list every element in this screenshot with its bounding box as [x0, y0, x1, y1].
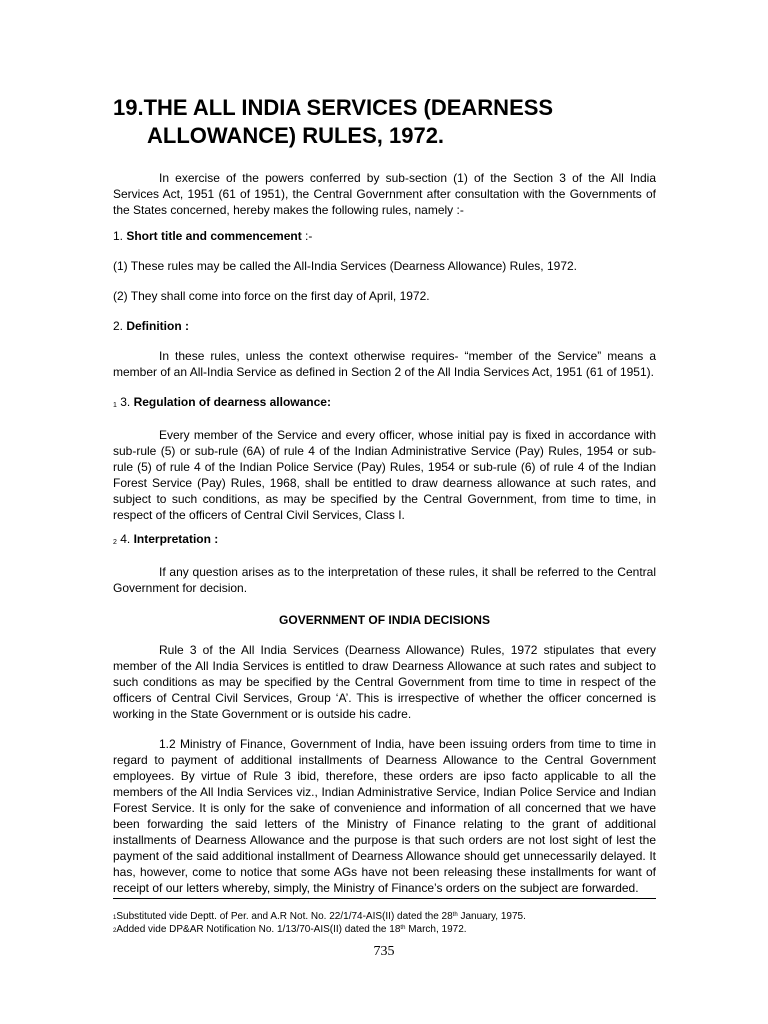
section-1-clause-2: (2) They shall come into force on the first day of April, 1972. [113, 289, 430, 303]
preamble: In exercise of the powers conferred by sub-section (1) of the Section 3 of the All India Services Act, 1951 (61 of 1951), the Central Government after consultation with the Governments of the States concerned, hereby makes the following rules, namely :- [113, 171, 656, 217]
section-2-body: In these rules, unless the context otherwise requires- “member of the Service” means a member of an All-India Service as defined in Section 2 of the All India Services Act, 1951 (61 of 1951). [113, 349, 656, 379]
section-1-clause-1: (1) These rules may be called the All-India Services (Dearness Allowance) Rules, 1972. [113, 259, 578, 273]
footnote-divider [113, 898, 656, 899]
section-3-heading: 1 3. Regulation of dearness allowance: [113, 395, 331, 409]
page-number: 735 [373, 944, 395, 959]
section-4-body: If any question arises as to the interpretation of these rules, it shall be referred to the Central Government for decision. [113, 565, 656, 595]
footnote-ref-2: 2 [113, 539, 117, 546]
footnote-ref-1: 1 [113, 402, 117, 409]
section-2-heading: 2. Definition : [113, 319, 189, 333]
footnote-1: 1Substituted vide Deptt. of Per. and A.R Not. No. 22/1/74-AIS(II) dated the 28th January, 1975. [113, 911, 526, 922]
title-line-1: 19.THE ALL INDIA SERVICES (DEARNESS [113, 95, 554, 120]
footnote-2: 2Added vide DP&AR Notification No. 1/13/70-AIS(II) dated the 18th March, 1972. [113, 924, 467, 935]
section-4-heading: 2 4. Interpretation : [113, 532, 219, 546]
decision-paragraph-1: Rule 3 of the All India Services (Dearness Allowance) Rules, 1972 stipulates that every member of the All India Services is entitled to draw Dearness Allowance at such rates and subject to such conditions as may be specified by the Central Government from time to time in respect of the officers of Central Civil Services, Group ‘A’. This is irrespective of whether the officer concerned is working in the State Government or is outside his cadre. [113, 643, 656, 721]
title-line-2: ALLOWANCE) RULES, 1972. [147, 123, 445, 148]
section-1-heading: 1. Short title and commencement :- [113, 229, 313, 243]
footnotes [113, 911, 656, 937]
decision-paragraph-2: 1.2 Ministry of Finance, Government of India, have been issuing orders from time to time in regard to payment of additional installments of Dearness Allowance to the Central Government employees. By virtue of Rule 3 ibid, therefore, these orders are ipso facto applicable to all the members of the All India Services viz., Indian Administrative Service, Indian Police Service and Indian Forest Service. It is only for the sake of convenience and information of all concerned that we have been forwarding the said letters of the Ministry of Finance relating to the grant of additional installments of Dearness Allowance and the purpose is that such orders are not lost sight of lest the payment of the said additional installment of Dearness Allowance should get unnecessarily delayed. It has, however, come to notice that some AGs have not been releasing these installments for want of receipt of our letters whereby, simply, the Ministry of Finance’s orders on the subject are forwarded. [113, 737, 656, 895]
document-title [113, 94, 656, 150]
section-3-body: Every member of the Service and every officer, whose initial pay is fixed in accordance with sub-rule (5) or sub-rule (6A) of rule 4 of the Indian Administrative Service (Pay) Rules, 1954 or sub-rule (5) of rule 4 of the Indian Police Service (Pay) Rules, 1954 or sub-rule (6) of rule 4 of the Indian Forest Service (Pay) Rules, 1968, shall be entitled to draw dearness allowance at such rates, and subject to such conditions, as may be specified by the Central Government, from time to time, in respect of the officers of Central Civil Services, Class I. [113, 428, 656, 522]
document-page [113, 94, 656, 937]
decisions-heading: GOVERNMENT OF INDIA DECISIONS [279, 613, 490, 627]
